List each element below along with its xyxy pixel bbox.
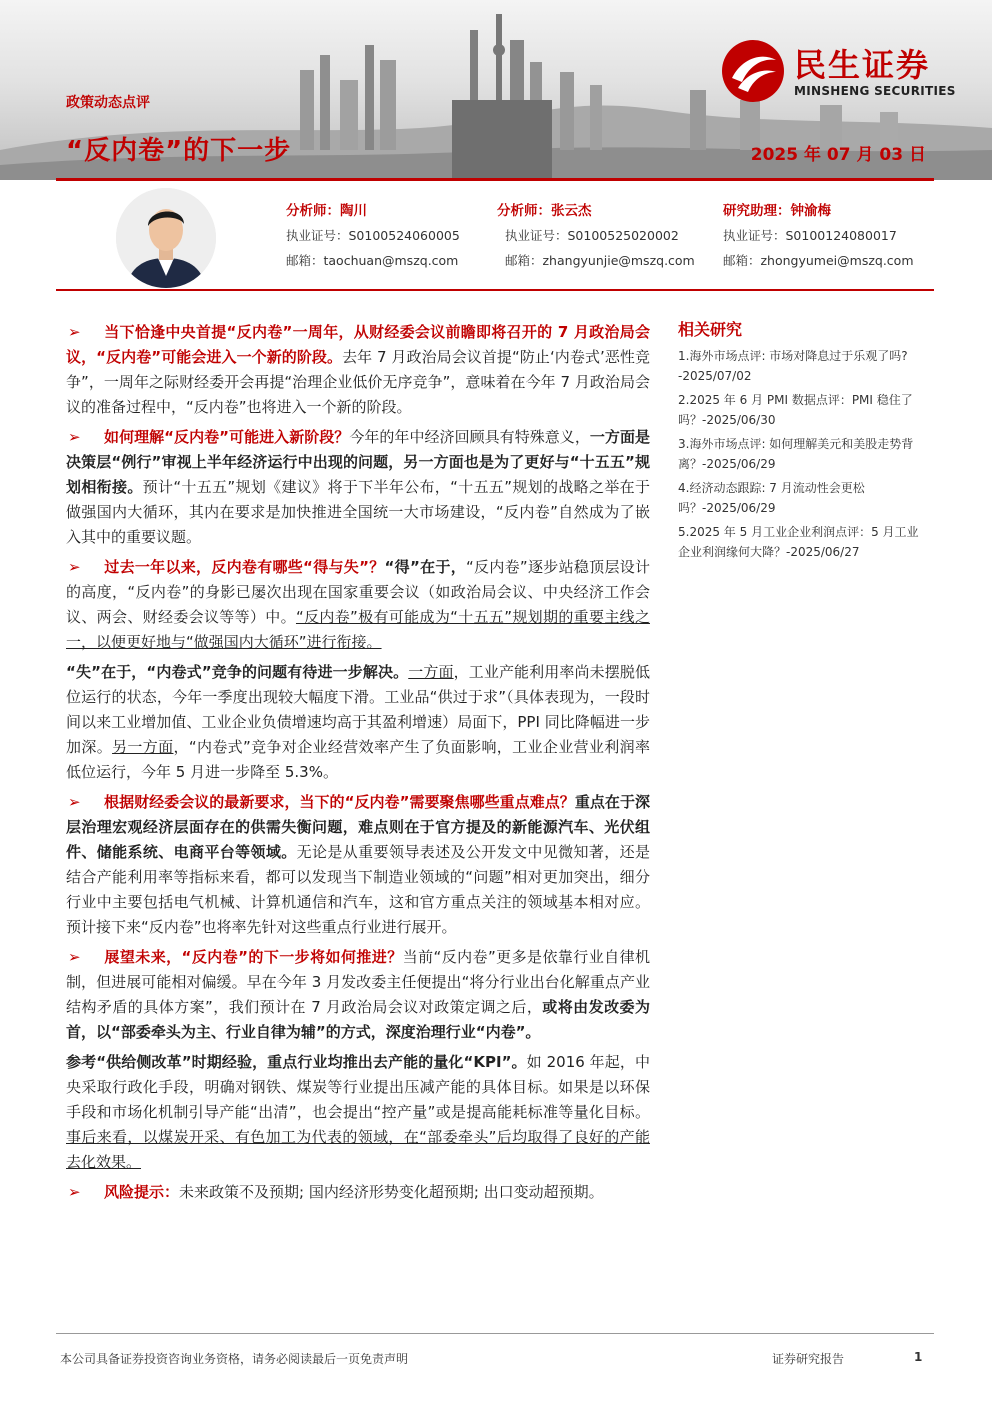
body-paragraph: [66, 320, 650, 420]
bullet-arrow-icon: ➢: [68, 428, 81, 446]
key-point: 如何理解“反内卷”可能进入新阶段？: [104, 428, 350, 446]
analyst-role-name: 研究助理：钟渝梅: [723, 203, 831, 219]
body-paragraph: [66, 1180, 650, 1205]
footer-disclaimer: 本公司具备证券投资咨询业务资格，请务必阅读最后一页免责声明: [60, 1352, 409, 1366]
footer-divider: [56, 1333, 934, 1334]
key-point: 过去一年以来，反内卷有哪些“得与失”？: [104, 558, 385, 576]
analyst-email[interactable]: 邮箱：zhongyumei@mszq.com: [723, 253, 914, 268]
bullet-arrow-icon: ➢: [68, 323, 81, 341]
analyst-email[interactable]: 邮箱：zhangyunjie@mszq.com: [505, 253, 695, 268]
logo-chinese-name: 民生证券: [794, 46, 931, 84]
minsheng-logo-icon: [720, 38, 786, 104]
bold-text: 参考“供给侧改革”时期经验，重点行业均推出去产能的量化“KPI”。: [66, 1053, 527, 1071]
underlined-text: 事后来看，以煤炭开采、有色加工为代表的领域，在“部委牵头”后均取得了良好的产能去化效果。: [66, 1128, 650, 1171]
body-text: 去年 7 月政治局会议首提“防止‘内卷式’恶性竞争”，一周年之际财经委开会再提“治理企业低价无序竞争”，意味着在今年 7 月政治局会议的准备过程中，“反内卷”也将进入一个新的阶段。: [66, 348, 651, 416]
underlined-text: 一方面: [408, 663, 454, 681]
analyst-cert: 执业证号：S0100524060005: [286, 228, 460, 243]
body-paragraph: [66, 945, 650, 1045]
sidebar-title: 相关研究: [678, 320, 743, 339]
key-point: 根据财经委会议的最新要求，当下的“反内卷”需要聚焦哪些重点难点？: [104, 793, 575, 811]
related-research-link[interactable]: 4.经济动态跟踪: 7 月流动性会更松吗？-2025/06/29: [678, 481, 865, 515]
footer-report-type: 证券研究报告: [772, 1352, 845, 1366]
related-research-link[interactable]: 2.2025 年 6 月 PMI 数据点评：PMI 稳住了吗？-2025/06/30: [678, 393, 913, 427]
brand-logo: [720, 38, 970, 108]
body-paragraph: [66, 790, 650, 940]
related-research-sidebar: [678, 320, 930, 566]
analyst-card: [286, 199, 460, 273]
bold-text: “失”在于，“内卷式”竞争的问题有待进一步解决。: [66, 663, 409, 681]
key-point: 展望未来，“反内卷”的下一步将如何推进？: [104, 948, 403, 966]
bold-text: 或将由发改委为首，以“部委牵头为主、行业自律为辅”的方式，深度治理行业“内卷”。: [66, 998, 650, 1041]
body-text: “反内卷”逐步站稳顶层设计的高度，“反内卷”的身影已屡次出现在国家重要会议（如政治局会议、中央经济工作会议、两会、财经委会议等等）中。: [66, 558, 651, 626]
analyst-role-name: 分析师：张云杰: [497, 203, 592, 219]
underlined-text: 另一方面: [112, 738, 174, 756]
bullet-arrow-icon: ➢: [68, 558, 81, 576]
logo-english-name: MINSHENG SECURITIES: [794, 84, 956, 98]
bold-text: 一方面是决策层“例行”审视上半年经济运行中出现的问题，另一方面也是为了更好与“十五五”规划相衔接。: [66, 428, 650, 496]
analyst-cert: 执业证号：S0100525020002: [505, 228, 679, 243]
body-paragraph: [66, 555, 650, 655]
analyst-card: [497, 199, 695, 273]
key-point: 当下恰逢中央首提“反内卷”一周年，从财经委会议前瞻即将召开的 7 月政治局会议，“反内卷”可能会进入一个新的阶段。: [66, 323, 650, 366]
bullet-arrow-icon: ➢: [68, 793, 81, 811]
info-divider: [56, 289, 934, 291]
header-divider: [56, 178, 934, 181]
body-text: ，工业产能利用率尚未摆脱低位运行的状态，今年一季度出现较大幅度下滑。工业品“供过于求”（具体表现为，一段时间以来工业增加值、工业企业负债增速均高于其盈利增速）局面下，PPI 同比降幅进一步加深。: [66, 663, 650, 756]
analyst-photo: [116, 188, 216, 288]
body-paragraph: [66, 425, 650, 550]
body-text: 预计“十五五”规划《建议》将于下半年公布，“十五五”规划的战略之举在于做强国内大循环，其内在要求是加快推进全国统一大市场建设，“反内卷”自然成为了嵌入其中的重要议题。: [66, 478, 650, 546]
analyst-cert: 执业证号：S0100124080017: [723, 228, 897, 243]
report-body: [66, 320, 650, 1210]
body-paragraph: [66, 660, 650, 785]
related-research-link[interactable]: 3.海外市场点评: 如何理解美元和美股走势背离？-2025/06/29: [678, 437, 914, 471]
body-text: 无论是从重要领导表述及公开发文中见微知著，还是结合产能利用率等指标来看，都可以发现当下制造业领域的“问题”相对更加突出，细分行业中主要包括电气机械、计算机通信和汽车，这和官方重点关注的领域基本相对应。预计接下来“反内卷”也将率先针对这些重点行业进行展开。: [66, 843, 650, 936]
related-research-link[interactable]: 5.2025 年 5 月工业企业利润点评：5 月工业企业利润缘何大降？-2025/06/27: [678, 525, 919, 559]
bold-text: 重点在于深层治理宏观经济层面存在的供需失衡问题，难点则在于官方提及的新能源汽车、光伏组件、储能系统、电商平台等领域。: [66, 793, 650, 861]
underlined-text: “反内卷”极有可能成为“十五五”规划期的重要主线之一，以便更好地与“做强国内大循环”进行衔接。: [66, 608, 650, 651]
risk-warning-label: 风险提示：: [104, 1183, 180, 1201]
report-date: 2025 年 07 月 03 日: [750, 145, 926, 165]
page-title: “反内卷”的下一步: [66, 136, 292, 166]
bullet-arrow-icon: ➢: [68, 1183, 81, 1201]
analyst-email[interactable]: 邮箱：taochuan@mszq.com: [286, 253, 459, 268]
bullet-arrow-icon: ➢: [68, 948, 81, 966]
body-text: ，“内卷式”竞争对企业经营效率产生了负面影响，工业企业营业利润率低位运行，今年 5 月进一步降至 5.3%。: [66, 738, 650, 781]
body-paragraph: [66, 1050, 650, 1175]
bold-text: “得”在于，: [384, 558, 466, 576]
analyst-role-name: 分析师：陶川: [286, 203, 367, 219]
body-text: 今年的年中经济回顾具有特殊意义，: [349, 428, 590, 446]
body-text: 未来政策不及预期; 国内经济形势变化超预期; 出口变动超预期。: [179, 1183, 604, 1201]
body-text: 当前“反内卷”更多是依靠行业自律机制，但进展可能相对偏缓。早在今年 3 月发改委主任便提出“将分行业出台化解重点产业结构矛盾的具体方案”，我们预计在 7 月政治局会议对政策定调之后，: [66, 948, 651, 1016]
document-type-label: 政策动态点评: [66, 95, 150, 111]
body-text: 如 2016 年起，中央采取行政化手段，明确对钢铁、煤炭等行业提出压减产能的具体目标。如果是以环保手段和市场化机制引导产能“出清”，也会提出“控产量”或是提高能耗标准等量化目标。: [66, 1053, 650, 1121]
page-number: 1: [914, 1350, 923, 1364]
related-research-link[interactable]: 1.海外市场点评: 市场对降息过于乐观了吗? -2025/07/02: [678, 349, 908, 383]
analyst-card: [723, 199, 914, 273]
analyst-portrait-icon: [116, 188, 216, 288]
